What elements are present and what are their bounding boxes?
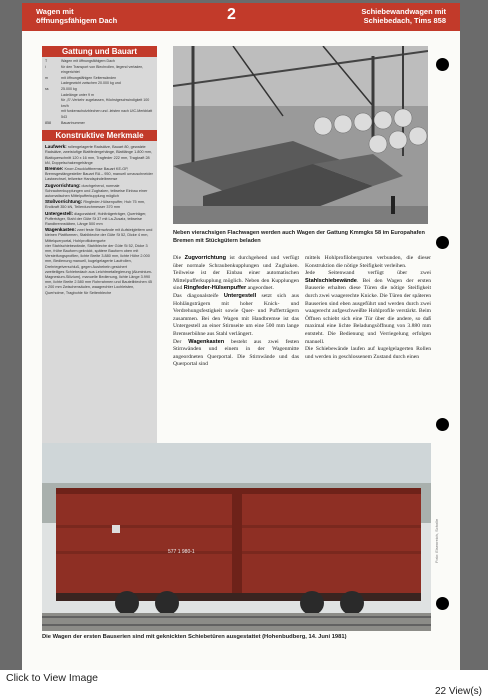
body-text: ist durchgehend und verfügt über normale Schraubenkupplungen und Zughaken. Teilweise ist der Einbau einer automatischen Mittelpufferkupplung möglich. Neben den Kupplungen sind (173, 255, 299, 292)
merkmal-label: Stoßvorrichtung: (45, 199, 83, 205)
merkmal-paragraph (45, 166, 154, 183)
body-text: Jede Seitenwand verfügt über zwei (305, 270, 431, 277)
gattung-desc: für „S“-Verkehr zugelassen, Höchstgeschwindigkeit 100 km/h (61, 98, 150, 108)
merkmal-label: Bremse: (45, 165, 64, 171)
binder-hole-4 (436, 597, 449, 610)
gattung-code: ss (45, 86, 49, 91)
merkmal-text: durchgehend, normale Schraubenkupplungen und Zughaken, teilweise Einbau einer automatischen Mittelpufferkupplung möglich (45, 183, 148, 198)
merkmal-paragraph (45, 183, 154, 200)
body-text: Die (173, 255, 185, 261)
merkmal-text: rollengelagerte Radsätze, Bauart 80, gewalzte Radsätze, zweistufige Blattfedergehänge, Blattlänge 1.800 mm, Blattquerschnitt 120 x 16 mm, Tragfeder 222 mm, Tragkraft 28 kN, Doppelschakengehänge (45, 145, 153, 165)
body-text: Das diagonalsteife (173, 292, 224, 299)
body-text: angeordnet. (246, 285, 274, 292)
merkmal-text: Knorr-Druckluftbremse Bauart KE-GP, Bremsgestängesteller Bauart RA – 950, manuell umzuschneider Lastwechsel, teilweise Handspindelbremse (45, 166, 153, 182)
merkmal-text: diagonalsteif, Hohlträgerträger, Querträger, Pufferträger, Stahl der Güte St 37 mit La-Zusatz, teilweise Randbrennstäben, Länge 500 mm (45, 211, 147, 226)
merkmal-label: Untergestell: (45, 210, 74, 216)
body-keyword: Ringfeder-Hülsenpuffer (183, 285, 247, 292)
body-text: besteht aus zwei festen Stirnwänden und einem in der Wagenmitte angeordneten Querportal. Die Stirnwände und das Querportal sind (173, 338, 299, 368)
gattung-heading: Gattung und Bauart (42, 46, 157, 57)
harbor-loading-photo (173, 46, 428, 224)
merkmal-text: zweiteiliges Schiebedach aus Leichtmetallegierung (Aluminium-Magnesium-Silizium), manuelle Bedienung, lichte Länge 3.990 mm, lichte Breite 2.580 mm Rohrrahmen und Bauteilblechen 45 x 200 mm Zwischensäulen, waagrechter Lochleisten, Querholme, Tragbohle für Seitenbleche (45, 269, 153, 295)
merkmal-label: Laufwerk: (45, 144, 67, 150)
body-text: mittels Hohlprofilobergurten verbunden, die dieser Konstruktion die nötige Steifigkeit verleihen. (305, 255, 431, 269)
gattung-code (45, 98, 61, 109)
merkmal-paragraph (45, 144, 154, 166)
magazine-page (22, 3, 460, 670)
gattung-desc: mit öffnungsfähigen Seitenwänden (61, 75, 117, 80)
gattung-row (45, 98, 154, 109)
gattung-list (42, 57, 157, 126)
gattung-desc: mit funkenschutzblechen und -leisten nach UIC-Merkblatt 543 (61, 109, 153, 119)
gattung-code: 858 (45, 120, 51, 125)
body-text: Der (173, 338, 189, 345)
binder-hole-1 (436, 58, 449, 71)
header-right-line2: Schiebedach, Tims 858 (363, 16, 446, 25)
body-keyword: Stahlschiebewände (305, 277, 357, 284)
binder-hole-2 (436, 236, 449, 249)
view-count: 22 View(s) (434, 686, 482, 697)
header-left-line2: öffnungsfähigem Dach (36, 16, 118, 25)
merkmal-text: Ringfeder-Hülsenpuffer, Hub 75 mm, Endkraft 350 kN, Tellerdurchmesser 370 mm (45, 200, 146, 210)
photo2-caption: Die Wagen der ersten Bauserien sind mit geknickten Schiebetüren ausgestattet (Hohenbudberg, 14. Juni 1981) (42, 634, 347, 640)
gattung-desc: 25.000 kg (61, 86, 77, 91)
merkmale-text (42, 141, 157, 296)
merkmal-paragraph (45, 244, 154, 270)
gattung-code: T (45, 59, 48, 63)
gattung-row (45, 121, 154, 127)
header-left-title (36, 7, 117, 25)
gattung-code (45, 109, 61, 120)
gattung-code: m (45, 75, 48, 80)
gattung-row (45, 65, 154, 76)
merkmal-paragraph (45, 199, 154, 210)
merkmal-paragraph (45, 227, 154, 244)
gattung-desc: Ladelänge unter 9 m (61, 92, 94, 97)
merkmale-heading: Konstruktive Merkmale (42, 130, 157, 141)
view-image-link[interactable]: Click to View Image (6, 672, 99, 684)
body-text: Die Schiebewände laufen auf kugelgelagerten Rollen und werden in geschlossenem Zustand durch einen (305, 346, 431, 360)
page-header-bar (22, 3, 460, 31)
merkmal-paragraph (45, 270, 154, 296)
merkmal-label: Wagenkasten: (45, 227, 76, 233)
merkmal-label: Zugvorrichtung: (45, 182, 81, 188)
gattung-desc: Bauartnummer (61, 120, 85, 125)
gattung-desc: Wagen mit öffnungsfähigem Dach (61, 59, 115, 63)
photo1-caption: Neben vierachsigen Flachwagen werden auch Wagen der Gattung Kmmgks 58 im Europahafen Bremen mit Stückgütern beladen (173, 230, 425, 244)
merkmal-paragraph (45, 211, 154, 228)
body-keyword: Untergestell (223, 292, 257, 299)
header-right-line1: Schiebewandwagen mit (361, 7, 446, 16)
body-column-2 (305, 255, 431, 361)
gattung-desc: Ladegewicht zwischen 20.000 kg und (61, 81, 121, 86)
freight-wagon-photo (42, 443, 431, 631)
wagon-number-text: 577 1 980-1 (168, 549, 195, 555)
header-right-title (361, 7, 446, 25)
binder-hole-3 (436, 418, 449, 431)
gattung-row (45, 109, 154, 120)
body-text: setzt sich aus Hohlängsträgern mit hoher Knick- und Verdrehungsfestigkeit sowie Quer- und Pufferträgern zusammen. Bei den Wagen mit Handbremse ist das Untergestell an einer Stirnseite um eine 500 mm lange Bremserbühne aus Stahl verlängert. (173, 292, 299, 337)
body-keyword: Zugvorrichtung (184, 255, 226, 261)
merkmal-text: zwei feste Stirnwände mit Aufsteigleitern und kleinen Plattformen, Stahlbleche der Güte St 52, Dicke 4 mm, Mittelquerportal, Hohlprofilobergurte (45, 228, 153, 243)
photo-credit: Foto: Eisenreich, Scholle (434, 518, 439, 563)
body-keyword: Wagenkasten (188, 338, 225, 345)
header-left-line1: Wagen mit (36, 7, 74, 16)
page-number: 2 (227, 6, 236, 23)
viewer-footer (0, 670, 488, 700)
gattung-desc: für den Transport von Blechrollen, liegend verladen, eingerichtet (61, 64, 144, 75)
spec-sidebar (42, 46, 157, 455)
body-text: . Bei den Wagen der ersten Bauserie erhalten diese Türen die nötige Steifigkeit durch zwei waagerechte Knicke. Die Türen der späteren Bauserien sind eben ausgeführt und werden durch zwei waagerecht aufgeschweißte Hohlprofile verstärkt. Beim Öffnen schiebt sich eine Tür über die andere, so daß maximal eine lichte Beladungsöffnung von 3.880 mm entsteht. Die Bedienung und Verriegelung erfolgen manuell. (305, 277, 431, 345)
body-column-1 (173, 255, 299, 369)
merkmal-text: vier Stahlschiebewände, Stahlbleche der Güte St 52, Dicke 3 mm, frühe Bauform geknickt, spätere Bauform oben mit Versteifungsprofilen, lichte Breite 3.880 mm, lichte Höhe 2.000 mm, Bedienung manuell, kugelgelagerte Laufrollen, Drehriegelverschluß, gegen Aushebeln gesichert (45, 243, 150, 269)
gattung-code: i (45, 64, 46, 69)
